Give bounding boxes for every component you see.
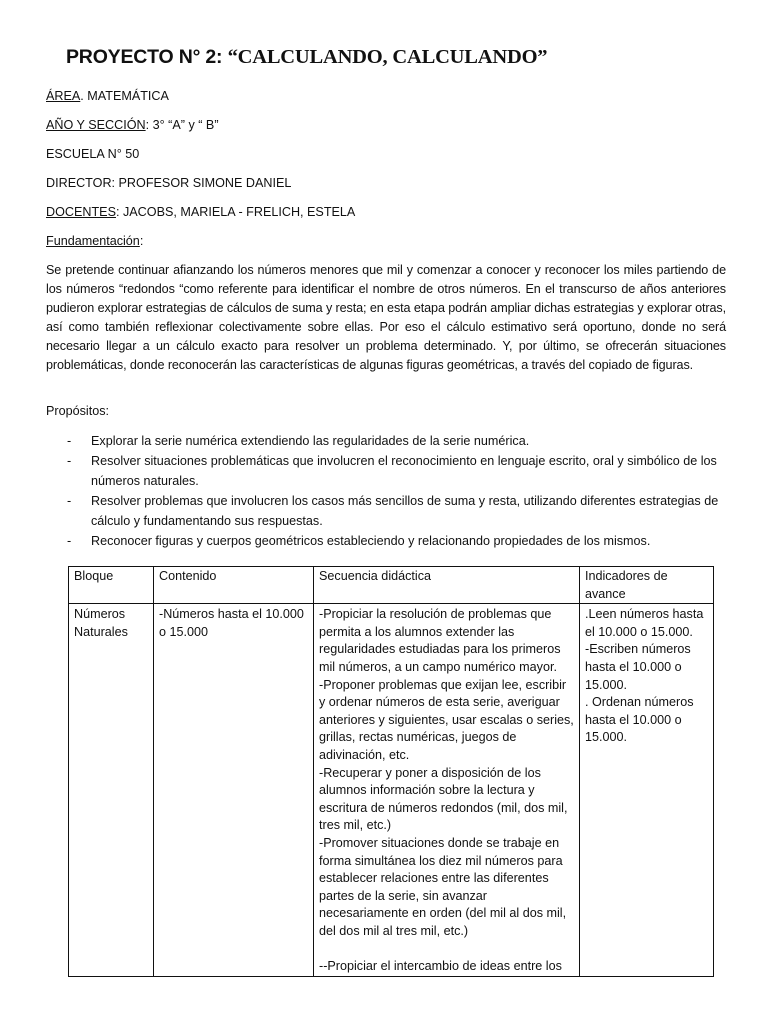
header-bloque: Bloque [69, 567, 154, 604]
cell-line: el 10.000 o 15.000. [585, 624, 693, 639]
cell-bloque [69, 604, 154, 976]
cell-line: . Ordenan números [585, 695, 694, 710]
cell-line: forma simultánea los diez mil números para [319, 853, 563, 868]
purposes-heading: Propósitos: [46, 404, 109, 418]
list-item [46, 431, 726, 451]
cell-line: Naturales [74, 624, 128, 639]
purpose-text: Resolver problemas que involucren los casos más sencillos de suma y resta, utilizando diferentes estrategias de cálculo y fundamentando sus respuestas. [91, 494, 719, 528]
dash-bullet: - [67, 434, 72, 448]
purposes-list [46, 431, 726, 551]
cell-line: tres mil, etc.) [319, 818, 392, 833]
plan-table [68, 566, 714, 977]
list-item [46, 531, 726, 551]
foundation-colon: : [139, 234, 144, 248]
dash-bullet: - [67, 534, 72, 548]
purpose-text: Explorar la serie numérica extendiendo las regularidades de la serie numérica. [91, 434, 530, 448]
foundation-heading [46, 234, 143, 248]
cell-line: del dos mil al tres mil, etc.) [319, 923, 469, 938]
teachers-value: : JACOBS, MARIELA - FRELICH, ESTELA [115, 205, 356, 219]
header-indicadores: Indicadores de avance [580, 567, 714, 604]
area-line [46, 89, 169, 103]
school-line: ESCUELA N° 50 [46, 147, 140, 161]
cell-line: -Escriben números [585, 642, 691, 657]
list-item [46, 491, 726, 531]
cell-indicadores [580, 604, 714, 976]
cell-line: anteriores y siguientes, usar escalas o series, [319, 712, 574, 727]
area-value: . MATEMÁTICA [80, 89, 169, 103]
table-header-row [69, 567, 714, 604]
blank-line [319, 940, 574, 958]
dash-bullet: - [67, 454, 72, 468]
cell-line: --Propiciar el intercambio de ideas entre los [319, 959, 562, 974]
cell-line: 15.000. [585, 730, 628, 745]
page-title [66, 46, 547, 69]
cell-line: hasta el 10.000 o [585, 712, 682, 727]
title-quoted: “CALCULANDO, CALCULANDO” [227, 46, 548, 68]
cell-line: o 15.000 [159, 624, 209, 639]
table-row [69, 604, 714, 976]
grade-line [46, 118, 219, 132]
cell-line: -Recuperar y poner a disposición de los [319, 765, 541, 780]
cell-line: -Números hasta el 10.000 [159, 607, 304, 622]
cell-line: escritura de números redondos (mil, dos mil, [319, 800, 568, 815]
dash-bullet: - [67, 494, 72, 508]
cell-line: mil números, a un campo numérico mayor. [319, 659, 557, 674]
director-line: DIRECTOR: PROFESOR SIMONE DANIEL [46, 176, 292, 190]
cell-line: alumnos información sobre la lectura y [319, 783, 535, 798]
foundation-label: Fundamentación [46, 234, 140, 248]
cell-line: establecer relaciones entre las diferentes [319, 871, 549, 886]
cell-line: -Promover situaciones donde se trabaje en [319, 835, 560, 850]
cell-line: .Leen números hasta [585, 607, 704, 622]
cell-line: hasta el 10.000 o [585, 659, 682, 674]
cell-secuencia [314, 604, 580, 976]
cell-line: permita a los alumnos extender las [319, 624, 515, 639]
header-contenido: Contenido [154, 567, 314, 604]
cell-line: -Propiciar la resolución de problemas que [319, 607, 552, 622]
teachers-line [46, 205, 355, 219]
cell-line: adivinación, etc. [319, 747, 410, 762]
header-secuencia: Secuencia didáctica [314, 567, 580, 604]
cell-line: partes de la serie, sin avanzar [319, 888, 488, 903]
purpose-text: Reconocer figuras y cuerpos geométricos estableciendo y relacionando propiedades de los mismos. [91, 534, 651, 548]
cell-line: necesariamente en orden (del mil al dos mil, [319, 906, 567, 921]
cell-line: -Proponer problemas que exijan lee, escribir [319, 677, 567, 692]
cell-contenido [154, 604, 314, 976]
cell-line: 15.000. [585, 677, 628, 692]
title-prefix: PROYECTO N° 2: [66, 46, 228, 68]
cell-line: grillas, rectas numéricas, juegos de [319, 730, 517, 745]
grade-label: AÑO Y SECCIÓN [46, 118, 146, 132]
area-label: ÁREA [46, 89, 81, 103]
cell-line: Números [74, 607, 126, 622]
foundation-paragraph: Se pretende continuar afianzando los números menores que mil y comenzar a conocer y reconocer los miles partiendo de los números “redondos “como referente para identificar el nombre de otros números. En el transcurso de años anteriores pudieron explorar estrategias de cálculos de suma y resta; en esta etapa podrán ampliar dichas estrategias y explorar otras, así como también reflexionar colectivamente sobre ellas. Por eso el cálculo estimativo será oportuno, donde no será necesario llegar a un cálculo exacto para resolver un problema determinado. Y, por último, se ofrecerán situaciones problemáticas, donde reconocerán las características de algunas figuras geométricas, a través del copiado de figuras. [46, 263, 726, 372]
cell-line: y ordenar números de esta serie, averiguar [319, 695, 560, 710]
purpose-text: Resolver situaciones problemáticas que involucren el reconocimiento en lenguaje escrito, oral y simbólico de los números naturales. [91, 454, 717, 488]
teachers-label: DOCENTES [46, 205, 116, 219]
cell-line: regularidades estudiadas para los primeros [319, 642, 561, 657]
grade-value: : 3° “A” y “ B” [145, 118, 219, 132]
list-item [46, 451, 726, 491]
